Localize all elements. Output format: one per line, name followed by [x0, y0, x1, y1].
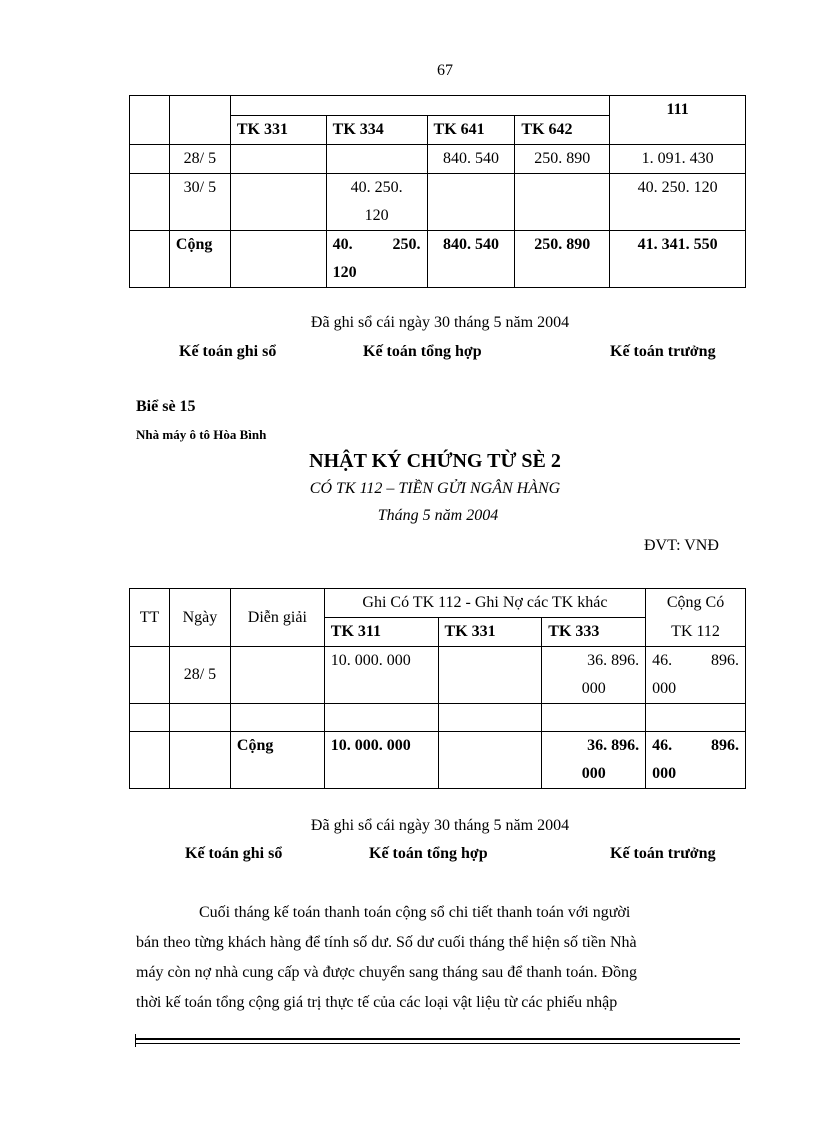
sum-tk641: 840. 540 — [427, 231, 515, 288]
table-row-empty — [130, 704, 746, 732]
col-header-tk641: TK 641 — [427, 116, 515, 145]
form-label: Biể sè 15 — [136, 398, 196, 415]
table-row — [130, 647, 746, 704]
signature-bookkeeper: Kế toán ghi sổ — [185, 845, 283, 862]
col-header-tk311: TK 311 — [324, 618, 438, 647]
sum-tk334: 40. 250. 120 — [326, 231, 427, 288]
row-total: 1. 091. 430 — [610, 145, 746, 174]
header-group: Ghi Có TK 112 - Ghi Nợ các TK khác — [324, 589, 645, 618]
row-total: 46. 896. 000 — [646, 647, 746, 704]
paragraph-line: bán theo từng khách hàng để tính số dư. Số dư cuối tháng thể hiện số tiền Nhà — [136, 934, 637, 951]
journal-month: Tháng 5 năm 2004 — [377, 507, 499, 524]
header-date: Ngày — [169, 589, 230, 647]
footer-rule-tick — [135, 1034, 136, 1047]
sum-label: Cộng — [230, 732, 324, 789]
sum-row — [130, 732, 746, 789]
row-tk641: 840. 540 — [427, 145, 515, 174]
sum-total: 46. 896. 000 — [646, 732, 746, 789]
paragraph-line: Cuối tháng kế toán thanh toán cộng sổ chi tiết thanh toán với người — [199, 904, 631, 921]
sum-tk642: 250. 890 — [515, 231, 610, 288]
signature-bookkeeper: Kế toán ghi sổ — [179, 343, 277, 360]
sum-tk333: 36. 896. 000 — [542, 732, 646, 789]
col-header-tk642: TK 642 — [515, 116, 610, 145]
header-description: Diễn giải — [230, 589, 324, 647]
table-row — [130, 145, 746, 174]
row-date: 28/ 5 — [169, 145, 230, 174]
signature-general-accountant: Kế toán tổng hợp — [369, 845, 488, 862]
signature-chief-accountant: Kế toán trưởng — [610, 343, 716, 360]
sum-total: 41. 341. 550 — [610, 231, 746, 288]
footer-rule — [136, 1038, 740, 1040]
col-header-tk331: TK 331 — [230, 116, 326, 145]
signature-general-accountant: Kế toán tổng hợp — [363, 343, 482, 360]
row-tk333: 36. 896. 000 — [542, 647, 646, 704]
col-header-tk331: TK 331 — [438, 618, 542, 647]
table-row — [130, 174, 746, 231]
body-paragraph — [136, 898, 740, 1018]
col-header-tk334: TK 334 — [326, 116, 427, 145]
group-header-cell — [230, 96, 609, 116]
date-cell — [169, 96, 230, 145]
row-tk334: 40. 250. 120 — [326, 174, 427, 231]
row-tk642: 250. 890 — [515, 145, 610, 174]
sum-label: Cộng — [169, 231, 230, 288]
paragraph-line: thời kế toán tổng cộng giá trị thực tế của các loại vật liệu từ các phiếu nhập — [136, 994, 618, 1011]
row-tk311: 10. 000. 000 — [324, 647, 438, 704]
row-date: 28/ 5 — [169, 647, 230, 704]
tt-cell — [130, 96, 170, 145]
sum-row — [130, 231, 746, 288]
ledger-record-line: Đã ghi sổ cái ngày 30 tháng 5 năm 2004 — [310, 314, 570, 331]
signature-chief-accountant: Kế toán trưởng — [610, 845, 716, 862]
currency-unit: ĐVT: VNĐ — [644, 537, 719, 554]
total-header: 111 — [610, 96, 746, 145]
header-total-line1: Cộng Có — [646, 589, 746, 618]
page-number: 67 — [437, 62, 453, 79]
row-total: 40. 250. 120 — [610, 174, 746, 231]
sum-tk311: 10. 000. 000 — [324, 732, 438, 789]
ledger-record-line: Đã ghi sổ cái ngày 30 tháng 5 năm 2004 — [310, 817, 570, 834]
journal-title: NHẬT KÝ CHỨNG TỪ SÈ 2 — [309, 450, 561, 472]
factory-name: Nhà máy ô tô Hòa Bình — [136, 427, 267, 442]
ledger-table-continuation — [129, 95, 746, 288]
header-total-line2: TK 112 — [646, 618, 746, 647]
header-tt: TT — [130, 589, 170, 647]
journal-subtitle: CÓ TK 112 – TIỀN GỬI NGÂN HÀNG — [309, 480, 561, 497]
footer-rule — [136, 1043, 740, 1044]
row-date: 30/ 5 — [169, 174, 230, 231]
journal-table — [129, 588, 746, 789]
paragraph-line: máy còn nợ nhà cung cấp và được chuyển sang tháng sau để thanh toán. Đồng — [136, 964, 638, 981]
col-header-tk333: TK 333 — [542, 618, 646, 647]
